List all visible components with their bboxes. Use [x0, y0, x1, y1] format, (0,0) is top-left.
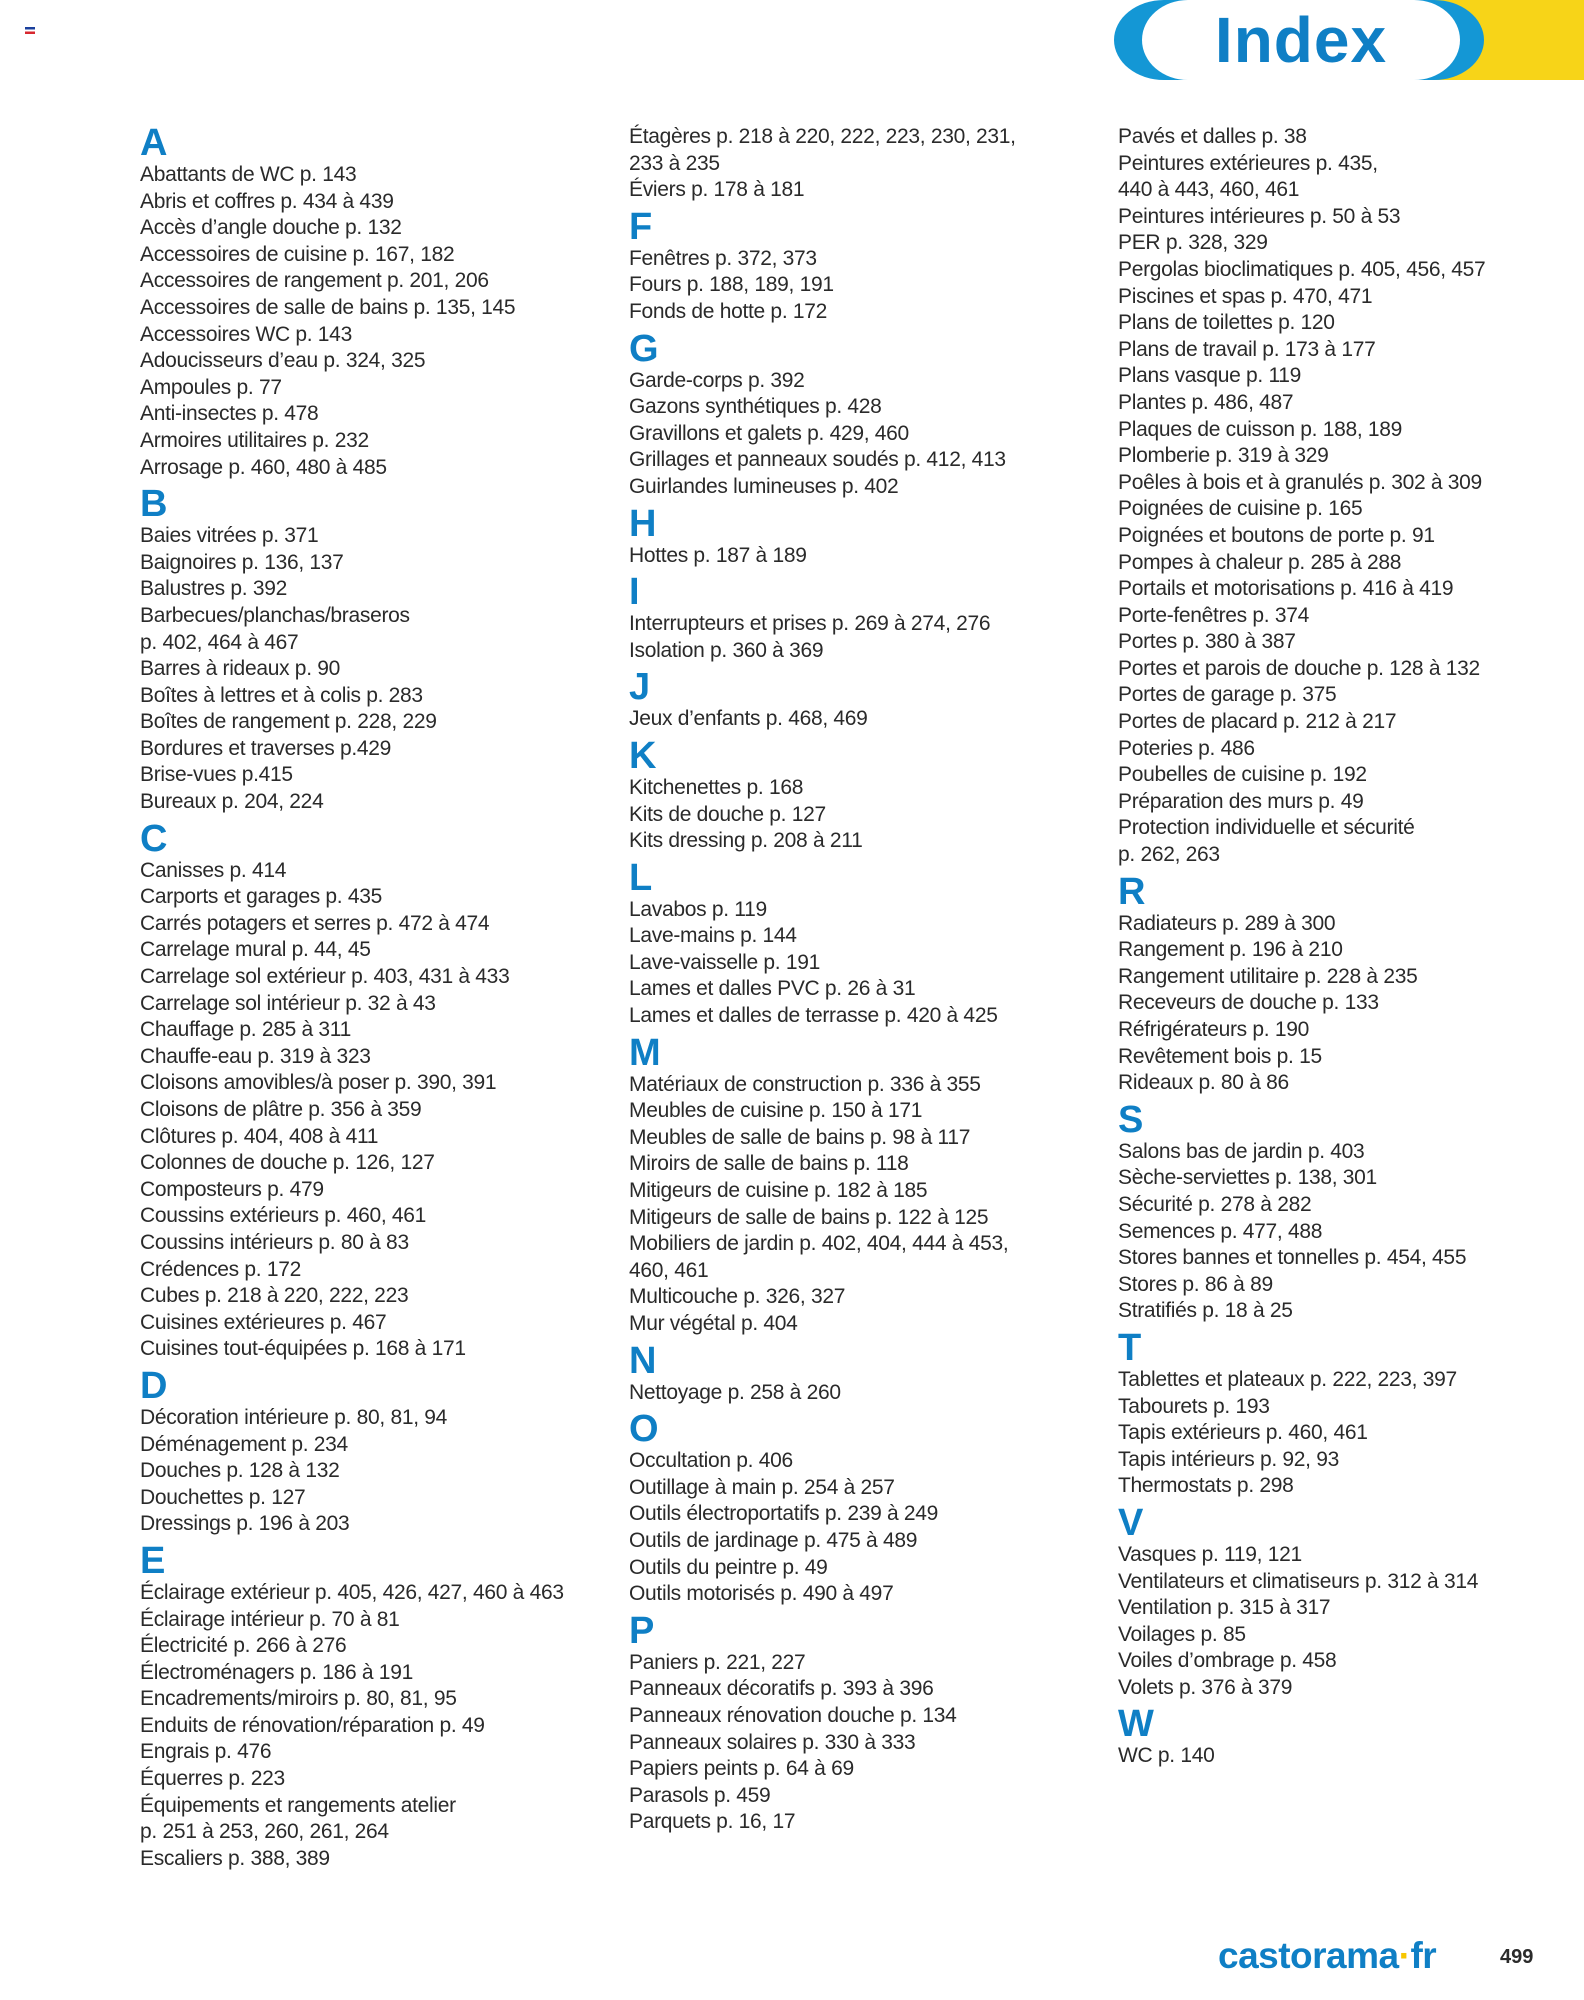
- index-entry: Poignées de cuisine p. 165: [1118, 497, 1363, 521]
- index-entry: Ventilateurs et climatiseurs p. 312 à 314: [1118, 1569, 1479, 1593]
- index-letter-b: B: [140, 483, 168, 526]
- index-entry: Cuisines tout-équipées p. 168 à 171: [140, 1337, 466, 1361]
- language-flag-icon: [25, 27, 35, 34]
- index-entry: Stores p. 86 à 89: [1118, 1272, 1273, 1296]
- index-entry: Multicouche p. 326, 327: [629, 1285, 846, 1309]
- index-banner: [1114, 0, 1584, 80]
- index-entry: PER p. 328, 329: [1118, 231, 1268, 255]
- index-entry: Poêles à bois et à granulés p. 302 à 309: [1118, 470, 1482, 494]
- index-entry: Protection individuelle et sécurité: [1118, 816, 1415, 840]
- index-entry: Dressings p. 196 à 203: [140, 1512, 350, 1536]
- index-entry: Plantes p. 486, 487: [1118, 390, 1294, 414]
- index-entry: Volets p. 376 à 379: [1118, 1675, 1293, 1699]
- index-entry: Brise-vues p.415: [140, 763, 293, 787]
- index-entry: Sèche-serviettes p. 138, 301: [1118, 1166, 1377, 1190]
- index-letter-t: T: [1118, 1326, 1142, 1369]
- index-letter-o: O: [629, 1408, 659, 1451]
- index-entry: Chauffe-eau p. 319 à 323: [140, 1044, 371, 1068]
- index-entry: p. 262, 263: [1118, 843, 1220, 867]
- index-letter-m: M: [629, 1031, 661, 1074]
- index-letter-l: L: [629, 856, 653, 899]
- index-entry: Coussins extérieurs p. 460, 461: [140, 1204, 427, 1228]
- index-entry: Lave-mains p. 144: [629, 924, 797, 948]
- index-letter-a: A: [140, 122, 168, 164]
- index-column-3: [1118, 124, 1584, 1770]
- index-entry: Jeux d’enfants p. 468, 469: [629, 707, 868, 731]
- index-entry: Lavabos p. 119: [629, 897, 767, 921]
- index-entry: Plans vasque p. 119: [1118, 364, 1302, 388]
- index-entry: Gravillons et galets p. 429, 460: [629, 421, 909, 445]
- index-entry: Plomberie p. 319 à 329: [1118, 444, 1329, 468]
- index-entry: Décoration intérieure p. 80, 81, 94: [140, 1405, 448, 1429]
- index-entry: Carrelage mural p. 44, 45: [140, 938, 371, 962]
- index-entry: Escaliers p. 388, 389: [140, 1846, 330, 1870]
- index-letter-e: E: [140, 1539, 166, 1582]
- page-title: Index: [1214, 4, 1388, 76]
- index-entry: Crédences p. 172: [140, 1257, 301, 1281]
- index-letter-d: D: [140, 1364, 168, 1407]
- index-entry: Engrais p. 476: [140, 1740, 272, 1764]
- index-entry: Grillages et panneaux soudés p. 412, 413: [629, 448, 1006, 472]
- index-entry: Pavés et dalles p. 38: [1118, 125, 1307, 148]
- index-letter-k: K: [629, 734, 657, 777]
- index-entry: Fenêtres p. 372, 373: [629, 246, 817, 270]
- index-entry: Boîtes à lettres et à colis p. 283: [140, 683, 423, 707]
- index-entry: Encadrements/miroirs p. 80, 81, 95: [140, 1687, 457, 1711]
- index-entry: Douches p. 128 à 132: [140, 1459, 340, 1483]
- index-entry: Ampoules p. 77: [140, 375, 282, 399]
- index-entry: Canisses p. 414: [140, 858, 287, 882]
- index-entry: Cloisons amovibles/à poser p. 390, 391: [140, 1071, 497, 1095]
- index-entry: Garde-corps p. 392: [629, 368, 805, 392]
- index-entry: Réfrigérateurs p. 190: [1118, 1018, 1309, 1041]
- index-entry: Peintures extérieures p. 435,: [1118, 151, 1378, 175]
- index-entry: p. 251 à 253, 260, 261, 264: [140, 1820, 389, 1844]
- index-entry: Carrelage sol intérieur p. 32 à 43: [140, 991, 436, 1015]
- index-entry: Thermostats p. 298: [1118, 1474, 1294, 1498]
- index-entry: Chauffage p. 285 à 311: [140, 1018, 351, 1042]
- index-entry: Tabourets p. 193: [1118, 1394, 1270, 1418]
- index-entry: Accès d’angle douche p. 132: [140, 216, 402, 240]
- index-entry: Meubles de cuisine p. 150 à 171: [629, 1099, 923, 1123]
- index-entry: Semences p. 477, 488: [1118, 1219, 1323, 1243]
- index-entry: Éclairage extérieur p. 405, 426, 427, 460 à 463: [140, 1580, 564, 1604]
- index-entry: Barbecues/planchas/braseros: [140, 603, 410, 627]
- index-entry: Lave-vaisselle p. 191: [629, 950, 820, 974]
- index-entry: Outils de jardinage p. 475 à 489: [629, 1528, 918, 1552]
- index-entry: Outils motorisés p. 490 à 497: [629, 1582, 894, 1606]
- index-entry: Meubles de salle de bains p. 98 à 117: [629, 1125, 971, 1149]
- index-entry: Étagères p. 218 à 220, 222, 223, 230, 231,: [629, 125, 1016, 148]
- index-entry: Portes et parois de douche p. 128 à 132: [1118, 656, 1480, 680]
- index-entry: Pompes à chaleur p. 285 à 288: [1118, 550, 1402, 574]
- index-entry: Mitigeurs de salle de bains p. 122 à 125: [629, 1205, 989, 1229]
- index-entry: 233 à 235: [629, 151, 720, 175]
- index-entry: Rangement utilitaire p. 228 à 235: [1118, 964, 1418, 988]
- index-entry: Coussins intérieurs p. 80 à 83: [140, 1230, 409, 1254]
- index-entry: Kits de douche p. 127: [629, 802, 826, 826]
- index-entry: Interrupteurs et prises p. 269 à 274, 276: [629, 612, 991, 636]
- index-letter-i: I: [629, 571, 640, 614]
- index-entry: Panneaux décoratifs p. 393 à 396: [629, 1677, 934, 1701]
- index-entry: Poignées et boutons de porte p. 91: [1118, 523, 1435, 547]
- index-entry: Portes p. 380 à 387: [1118, 630, 1296, 654]
- index-entry: Boîtes de rangement p. 228, 229: [140, 710, 437, 734]
- index-entry: Douchettes p. 127: [140, 1485, 306, 1509]
- index-entry: Portails et motorisations p. 416 à 419: [1118, 577, 1454, 601]
- index-entry: Mobiliers de jardin p. 402, 404, 444 à 453,: [629, 1232, 1009, 1256]
- index-entry: Tapis extérieurs p. 460, 461: [1118, 1421, 1368, 1445]
- index-entry: Abris et coffres p. 434 à 439: [140, 189, 394, 213]
- index-entry: Hottes p. 187 à 189: [629, 543, 807, 567]
- index-entry: Fonds de hotte p. 172: [629, 299, 828, 323]
- index-entry: Baignoires p. 136, 137: [140, 550, 344, 574]
- index-entry: Portes de placard p. 212 à 217: [1118, 710, 1397, 734]
- index-entry: Isolation p. 360 à 369: [629, 638, 824, 662]
- index-entry: Gazons synthétiques p. 428: [629, 395, 882, 419]
- index-entry: Accessoires de salle de bains p. 135, 145: [140, 295, 516, 319]
- index-entry: Tablettes et plateaux p. 222, 223, 397: [1118, 1367, 1457, 1391]
- index-entry: Carports et garages p. 435: [140, 885, 383, 909]
- index-entry: Sécurité p. 278 à 282: [1118, 1192, 1312, 1216]
- index-entry: Abattants de WC p. 143: [140, 163, 357, 186]
- index-entry: Plans de toilettes p. 120: [1118, 311, 1335, 335]
- index-entry: Kits dressing p. 208 à 211: [629, 829, 863, 853]
- index-entry: Bureaux p. 204, 224: [140, 790, 324, 814]
- index-entry: Voiles d’ombrage p. 458: [1118, 1649, 1337, 1673]
- index-letter-v: V: [1118, 1501, 1144, 1544]
- index-entry: Barres à rideaux p. 90: [140, 657, 341, 681]
- index-entry: Arrosage p. 460, 480 à 485: [140, 455, 387, 479]
- index-entry: Lames et dalles de terrasse p. 420 à 425: [629, 1004, 998, 1028]
- index-entry: Bordures et traverses p.429: [140, 736, 392, 760]
- index-entry: Outils électroportatifs p. 239 à 249: [629, 1502, 939, 1526]
- index-entry: Vasques p. 119, 121: [1118, 1542, 1302, 1566]
- index-letter-p: P: [629, 1609, 655, 1652]
- index-column-1: [140, 120, 610, 1872]
- index-entry: Panneaux rénovation douche p. 134: [629, 1703, 957, 1727]
- index-entry: Piscines et spas p. 470, 471: [1118, 284, 1373, 308]
- index-entry: Kitchenettes p. 168: [629, 775, 804, 799]
- index-letter-s: S: [1118, 1098, 1144, 1141]
- index-entry: Électricité p. 266 à 276: [140, 1634, 347, 1658]
- index-letter-r: R: [1118, 870, 1146, 913]
- index-letter-c: C: [140, 817, 168, 860]
- index-entry: Parquets p. 16, 17: [629, 1810, 796, 1834]
- index-entry: Outillage à main p. 254 à 257: [629, 1475, 895, 1499]
- index-letter-h: H: [629, 502, 657, 545]
- index-entry: Balustres p. 392: [140, 577, 287, 601]
- index-entry: Équipements et rangements atelier: [140, 1793, 456, 1817]
- logo-dot: ·: [1398, 1935, 1411, 1976]
- index-entry: Stores bannes et tonnelles p. 454, 455: [1118, 1246, 1467, 1270]
- index-entry: Clôtures p. 404, 408 à 411: [140, 1124, 379, 1148]
- index-entry: Équerres p. 223: [140, 1767, 285, 1791]
- index-entry: Mitigeurs de cuisine p. 182 à 185: [629, 1179, 928, 1203]
- index-letter-f: F: [629, 205, 653, 248]
- logo-tld: fr: [1410, 1935, 1437, 1976]
- index-entry: Composteurs p. 479: [140, 1177, 324, 1201]
- index-entry: Plaques de cuisson p. 188, 189: [1118, 417, 1403, 441]
- index-entry: Parasols p. 459: [629, 1783, 771, 1807]
- index-entry: p. 402, 464 à 467: [140, 630, 299, 654]
- index-letter-g: G: [629, 327, 659, 370]
- index-entry: Accessoires de rangement p. 201, 206: [140, 269, 489, 293]
- index-entry: Guirlandes lumineuses p. 402: [629, 474, 899, 498]
- index-entry: Miroirs de salle de bains p. 118: [629, 1152, 909, 1176]
- index-entry: Papiers peints p. 64 à 69: [629, 1757, 854, 1781]
- index-entry: Déménagement p. 234: [140, 1432, 348, 1456]
- index-entry: Peintures intérieures p. 50 à 53: [1118, 204, 1401, 228]
- index-letter-n: N: [629, 1339, 657, 1382]
- index-entry: Lames et dalles PVC p. 26 à 31: [629, 977, 916, 1001]
- index-entry: Stratifiés p. 18 à 25: [1118, 1299, 1293, 1323]
- index-entry: Salons bas de jardin p. 403: [1118, 1139, 1365, 1163]
- index-entry: Électroménagers p. 186 à 191: [140, 1660, 413, 1684]
- index-entry: Baies vitrées p. 371: [140, 524, 319, 548]
- index-entry: Porte-fenêtres p. 374: [1118, 603, 1309, 627]
- index-entry: Colonnes de douche p. 126, 127: [140, 1151, 435, 1175]
- index-entry: Mur végétal p. 404: [629, 1312, 798, 1335]
- index-entry: Préparation des murs p. 49: [1118, 789, 1364, 813]
- index-entry: Plans de travail p. 173 à 177: [1118, 337, 1376, 361]
- index-entry: Radiateurs p. 289 à 300: [1118, 911, 1336, 935]
- index-entry: Carrés potagers et serres p. 472 à 474: [140, 911, 490, 935]
- logo-brand: castorama: [1218, 1935, 1399, 1976]
- index-entry: Armoires utilitaires p. 232: [140, 428, 369, 452]
- index-entry: Occultation p. 406: [629, 1449, 793, 1473]
- index-entry: Voilages p. 85: [1118, 1622, 1246, 1646]
- index-entry: Panneaux solaires p. 330 à 333: [629, 1730, 916, 1754]
- index-entry: Accessoires de cuisine p. 167, 182: [140, 242, 455, 266]
- index-entry: Poubelles de cuisine p. 192: [1118, 763, 1367, 787]
- page-number: 499: [1500, 1946, 1534, 1968]
- index-entry: Cubes p. 218 à 220, 222, 223: [140, 1284, 409, 1308]
- index-entry: Pergolas bioclimatiques p. 405, 456, 457: [1118, 257, 1486, 281]
- index-entry: Carrelage sol extérieur p. 403, 431 à 433: [140, 965, 510, 989]
- index-entry: WC p. 140: [1118, 1744, 1215, 1768]
- index-entry: Outils du peintre p. 49: [629, 1555, 828, 1579]
- index-entry: Éviers p. 178 à 181: [629, 178, 805, 202]
- index-entry: Enduits de rénovation/réparation p. 49: [140, 1713, 485, 1737]
- index-entry: Cuisines extérieures p. 467: [140, 1310, 387, 1334]
- castorama-logo: [1218, 1935, 1436, 1977]
- index-entry: Receveurs de douche p. 133: [1118, 991, 1379, 1015]
- index-column-2: [629, 124, 1099, 1836]
- index-entry: Fours p. 188, 189, 191: [629, 273, 834, 297]
- index-entry: 440 à 443, 460, 461: [1118, 178, 1300, 202]
- index-entry: Ventilation p. 315 à 317: [1118, 1596, 1331, 1620]
- index-entry: Anti-insectes p. 478: [140, 402, 319, 426]
- index-entry: Paniers p. 221, 227: [629, 1650, 806, 1674]
- index-entry: Accessoires WC p. 143: [140, 322, 352, 346]
- index-entry: Poteries p. 486: [1118, 736, 1255, 760]
- index-entry: 460, 461: [629, 1258, 709, 1282]
- index-entry: Rangement p. 196 à 210: [1118, 938, 1343, 962]
- index-entry: Éclairage intérieur p. 70 à 81: [140, 1607, 400, 1631]
- index-entry: Portes de garage p. 375: [1118, 683, 1337, 707]
- index-entry: Matériaux de construction p. 336 à 355: [629, 1072, 981, 1096]
- index-entry: Adoucisseurs d’eau p. 324, 325: [140, 349, 426, 373]
- index-letter-j: J: [629, 666, 651, 709]
- index-entry: Nettoyage p. 258 à 260: [629, 1380, 841, 1404]
- index-entry: Tapis intérieurs p. 92, 93: [1118, 1447, 1339, 1471]
- index-entry: Revêtement bois p. 15: [1118, 1044, 1322, 1068]
- index-entry: Rideaux p. 80 à 86: [1118, 1071, 1289, 1095]
- index-letter-w: W: [1118, 1703, 1154, 1746]
- index-entry: Cloisons de plâtre p. 356 à 359: [140, 1098, 422, 1121]
